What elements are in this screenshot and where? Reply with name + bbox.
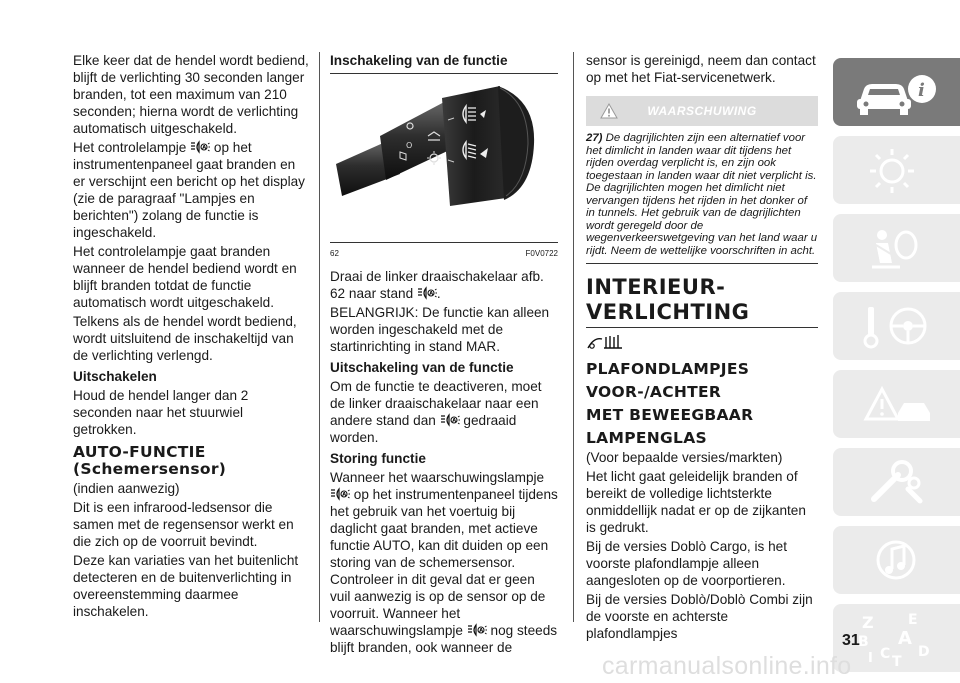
warning-triangle-icon — [600, 103, 618, 119]
subheading-uitschakeling: Uitschakeling van de functie — [330, 360, 514, 375]
index-letter: I — [867, 651, 873, 666]
tab-multimedia[interactable] — [833, 526, 960, 594]
watermark: carmanualsonline.info — [602, 652, 852, 680]
text: Om de functie te deactiveren, moet de linker draaischakelaar naar een andere stand dan — [330, 379, 542, 428]
warning-text — [586, 126, 818, 264]
heading-schemersensor: (Schemersensor) — [73, 460, 227, 478]
paragraph: (indien aanwezig) — [73, 481, 180, 496]
dashboard-lights-icon — [852, 145, 942, 195]
paragraph: Dit is een infrarood-ledsensor die samen met de regensensor werkt en die zich op de voorruit bevindt. — [73, 500, 294, 549]
warning-car-icon — [852, 379, 942, 429]
paragraph: Houd de hendel langer dan 2 seconden naar het stuurwiel getrokken. — [73, 388, 249, 437]
paragraph: Deze kan variaties van het buitenlicht detecteren en de buitenverlichting in overeenstemming daarmee inschakelen. — [73, 553, 299, 619]
heading-auto-functie: AUTO-FUNCTIE — [73, 443, 206, 461]
index-letter: A — [897, 628, 912, 649]
paragraph: Bij de versies Doblò Cargo, is het voorste plafondlampje alleen aangesloten op de voorportieren. — [586, 539, 787, 588]
figure-light-switch-lever — [330, 78, 558, 243]
subheading-uitschakelen: Uitschakelen — [73, 369, 157, 384]
airbag-safety-icon — [852, 223, 942, 273]
chapter-tabs — [833, 58, 960, 682]
warning-light-icon — [330, 487, 350, 501]
text: Het controlelampje — [73, 140, 187, 155]
tab-emergency[interactable] — [833, 370, 960, 438]
section-title: Inschakeling van de functie — [330, 52, 558, 74]
auto-position-icon — [440, 413, 460, 427]
text: Wanneer het waarschuwingslampje — [330, 470, 545, 485]
warning-title: WAARSCHUWING — [647, 103, 757, 118]
text: op het instrumentenpaneel gaat branden en er verschijnt een bericht op het display (zie de paragraaf "Lampjes en berichten") zolang de functie is ingeschakeld. — [73, 140, 305, 240]
svg-text:i: i — [917, 80, 925, 101]
text: nog steeds blijft branden, ook wanneer de — [330, 623, 558, 655]
heading-plafondlampjes: PLAFONDLAMPJES — [586, 360, 750, 378]
column-middle — [330, 52, 558, 658]
music-note-icon — [852, 535, 942, 585]
tab-car-info[interactable] — [833, 58, 960, 126]
text: De dagrijlichten zijn een alternatief voor het dimlicht in landen waar dit tijdens het rijden overdag verplicht is, en zijn ook toegestaan in landen waar dit niet verplicht is. De dagrijlichten mogen het dimlicht niet vervangen tijdens het rijden in het donker of in tunnels. Het gebruik van de dagrijlichten wordt geregeld door de wegenverkeerswetgeving van het land waar u rijdt. Neem de wettelijke voorschriften in acht. — [586, 132, 818, 257]
text: . — [436, 286, 441, 301]
paragraph: Bij de versies Doblò/Doblò Combi zijn de voorste en achterste plafondlampjes — [586, 592, 813, 641]
heading-met-beweegbaar: MET BEWEEGBAAR — [586, 406, 754, 424]
paragraph: Elke keer dat de hendel wordt bediend, blijft de verlichting 30 seconden langer branden, tot een maximum van 210 seconden; hierna wordt de verlichting automatisch uitgeschakeld. — [73, 53, 309, 136]
paragraph — [330, 469, 558, 656]
auto-position-icon — [417, 286, 437, 300]
column-right — [586, 52, 818, 644]
car-info-icon — [852, 67, 942, 117]
paragraph: Het controlelampje gaat branden wanneer de hendel bediend wordt en blijft branden totdat de functie automatisch wordt uitgeschakeld. — [73, 244, 297, 310]
page-number: 31 — [842, 632, 860, 649]
index-letter: Z — [861, 613, 874, 632]
wrench-maintenance-icon — [852, 457, 942, 507]
figure-number: 62 — [330, 249, 339, 258]
index-letter: T — [891, 654, 902, 668]
light-switch-lever-illustration — [330, 78, 558, 242]
divider — [586, 327, 818, 328]
paragraph: Telkens als de hendel wordt bediend, wordt uitsluitend de inschakeltijd van de verlichting verlengd. — [73, 314, 297, 363]
text: op het instrumentenpaneel tijdens het gebruik van het voertuig bij daglicht gaat branden, met actieve functie AUTO, kan dit duiden op een storing van de schemersensor. Controleer in dit geval dat er geen vuil aanwezig is op de sensor op de voorruit. Wanneer het waarschuwingslampje — [330, 487, 558, 638]
column-divider — [319, 52, 320, 622]
index-letter: C — [879, 646, 890, 662]
tab-starting-driving[interactable] — [833, 292, 960, 360]
warning-number: 27) — [586, 132, 603, 144]
text: gedraaid worden. — [330, 413, 517, 445]
column-divider — [573, 52, 574, 622]
tab-dashboard-lights[interactable] — [833, 136, 960, 204]
paragraph: (Voor bepaalde versies/markten) — [586, 450, 783, 465]
text: Draai de linker draaischakelaar afb. 62 naar stand — [330, 269, 544, 301]
key-steering-wheel-icon — [852, 301, 942, 351]
interior-light-icon — [586, 333, 626, 351]
subheading-storing: Storing functie — [330, 451, 426, 466]
figure-code: F0V0722 — [525, 249, 558, 258]
svg-text:O: O — [406, 141, 413, 150]
paragraph: BELANGRIJK: De functie kan alleen worden ingeschakeld met de startinrichting in stand MAR. — [330, 305, 550, 354]
heading-lampenglas: LAMPENGLAS — [586, 429, 707, 447]
alphabet-index-icon — [852, 608, 942, 668]
paragraph — [330, 268, 558, 302]
index-letter: D — [917, 644, 930, 660]
index-letter: B — [857, 634, 869, 650]
heading-interieurverlichting-2: VERLICHTING — [586, 300, 750, 324]
auto-light-indicator-icon — [190, 140, 210, 154]
paragraph — [330, 378, 558, 446]
paragraph: sensor is gereinigd, neem dan contact op met het Fiat-servicenetwerk. — [586, 53, 816, 85]
paragraph: Het licht gaat geleidelijk branden of bereikt de volledige lichtsterkte onmiddellijk nadat er op de zijkanten is gedrukt. — [586, 469, 806, 535]
warning-light-icon — [467, 623, 487, 637]
figure-caption — [330, 245, 558, 262]
index-letter: E — [907, 612, 918, 628]
heading-voor-achter: VOOR-/ACHTER — [586, 383, 722, 401]
warning-box-header — [586, 96, 818, 126]
column-left — [73, 52, 309, 622]
tab-safety[interactable] — [833, 214, 960, 282]
tab-maintenance[interactable] — [833, 448, 960, 516]
heading-interieurverlichting-1: INTERIEUR- — [586, 275, 726, 299]
paragraph — [73, 139, 309, 241]
